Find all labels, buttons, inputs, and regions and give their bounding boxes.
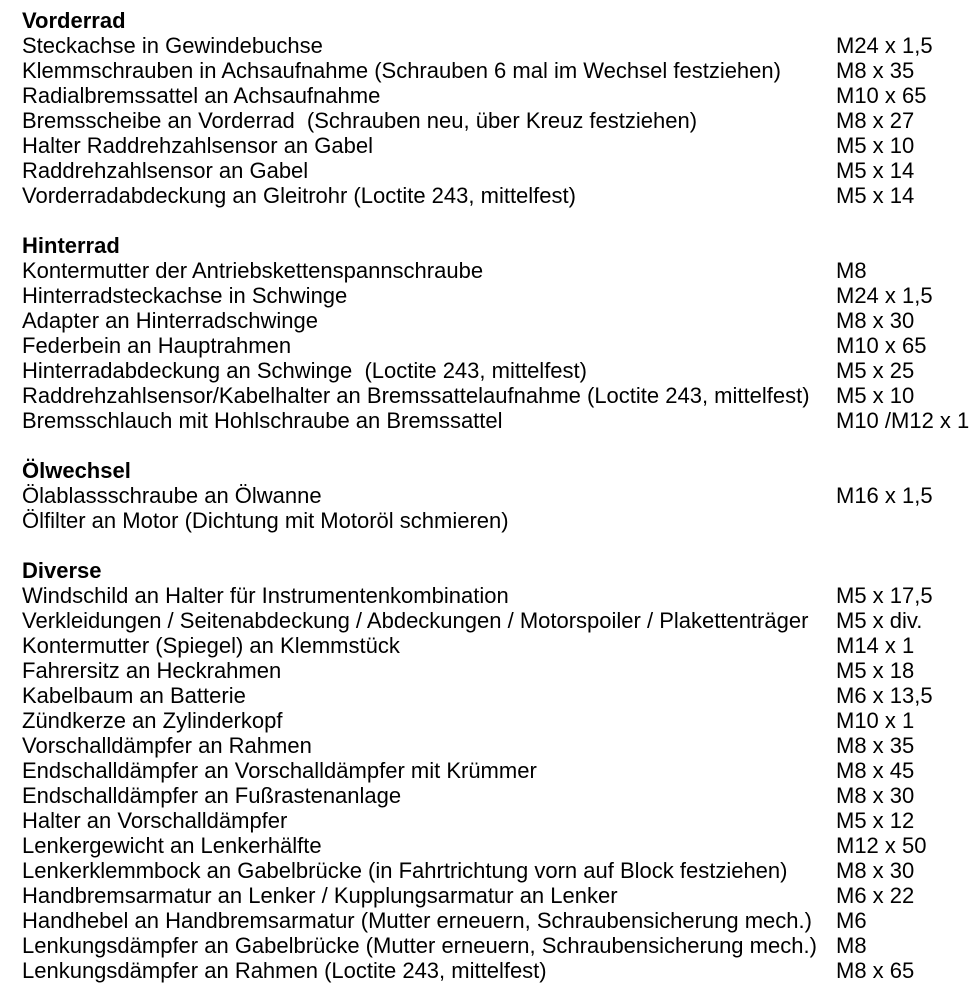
spec-row (22, 883, 975, 908)
spec-label: Ölfilter an Motor (Dichtung mit Motoröl schmieren) (22, 508, 509, 533)
spec-row (22, 708, 975, 733)
spec-value (836, 508, 975, 533)
spec-row (22, 733, 975, 758)
spec-row (22, 683, 975, 708)
spec-value: M5 x 12 (836, 808, 915, 833)
spec-value: M8 x 45 (836, 758, 915, 783)
section-rows (22, 258, 975, 433)
spec-row (22, 933, 975, 958)
spec-row (22, 483, 975, 508)
spec-label: Lenkungsdämpfer an Gabelbrücke (Mutter erneuern, Schraubensicherung mech.) (22, 933, 817, 958)
spec-row (22, 508, 975, 533)
spec-label: Vorschalldämpfer an Rahmen (22, 733, 312, 758)
spec-label: Radialbremssattel an Achsaufnahme (22, 83, 381, 108)
spec-value: M10 x 65 (836, 83, 927, 108)
spec-value: M8 x 27 (836, 108, 915, 133)
spec-value: M5 x div. (836, 608, 923, 633)
spec-label: Hinterradsteckachse in Schwinge (22, 283, 348, 308)
spec-label: Hinterradabdeckung an Schwinge (Loctite 243, mittelfest) (22, 358, 587, 383)
spec-value: M5 x 14 (836, 183, 915, 208)
spec-label: Bremsschlauch mit Hohlschraube an Bremssattel (22, 408, 503, 433)
spec-label: Endschalldämpfer an Fußrastenanlage (22, 783, 402, 808)
section-rows (22, 483, 975, 533)
spec-label: Raddrehzahlsensor/Kabelhalter an Bremssattelaufnahme (Loctite 243, mittelfest) (22, 383, 810, 408)
section-rows (22, 33, 975, 208)
spec-label: Kontermutter (Spiegel) an Klemmstück (22, 633, 400, 658)
spec-label: Steckachse in Gewindebuchse (22, 33, 323, 58)
spec-label: Vorderradabdeckung an Gleitrohr (Loctite 243, mittelfest) (22, 183, 576, 208)
spec-row (22, 58, 975, 83)
spec-value: M8 x 35 (836, 733, 915, 758)
spec-row (22, 408, 975, 433)
spec-row (22, 758, 975, 783)
spec-value: M8 (836, 258, 867, 283)
spec-row (22, 383, 975, 408)
spec-label: Ölablassschraube an Ölwanne (22, 483, 322, 508)
spec-label: Lenkerklemmbock an Gabelbrücke (in Fahrtrichtung vorn auf Block festziehen) (22, 858, 788, 883)
spec-label: Windschild an Halter für Instrumentenkombination (22, 583, 509, 608)
spec-value: M6 x 22 (836, 883, 915, 908)
spec-row (22, 133, 975, 158)
section-title: Ölwechsel (22, 458, 131, 483)
sections-root (22, 8, 975, 983)
spec-value: M5 x 18 (836, 658, 915, 683)
spec-value: M6 x 13,5 (836, 683, 933, 708)
spec-label: Halter Raddrehzahlsensor an Gabel (22, 133, 373, 158)
spec-row (22, 583, 975, 608)
spec-value: M10 x 65 (836, 333, 927, 358)
spec-value: M5 x 10 (836, 383, 915, 408)
spec-row (22, 308, 975, 333)
spec-value: M5 x 25 (836, 358, 915, 383)
spec-value: M5 x 17,5 (836, 583, 933, 608)
spec-value: M8 x 30 (836, 308, 915, 333)
spec-row (22, 108, 975, 133)
spec-value: M24 x 1,5 (836, 283, 933, 308)
spec-value: M6 (836, 908, 867, 933)
spec-value: M5 x 10 (836, 133, 915, 158)
spec-value: M8 x 65 (836, 958, 915, 983)
spec-row (22, 283, 975, 308)
spec-value: M24 x 1,5 (836, 33, 933, 58)
spec-row (22, 33, 975, 58)
spec-label: Kabelbaum an Batterie (22, 683, 246, 708)
spec-value: M10 /M12 x 1 (836, 408, 970, 433)
spec-label: Bremsscheibe an Vorderrad (Schrauben neu, über Kreuz festziehen) (22, 108, 698, 133)
spec-value: M8 x 30 (836, 783, 915, 808)
spec-label: Lenkungsdämpfer an Rahmen (Loctite 243, mittelfest) (22, 958, 547, 983)
spec-row (22, 158, 975, 183)
spec-row (22, 808, 975, 833)
section-title: Hinterrad (22, 233, 120, 258)
section-title: Diverse (22, 558, 102, 583)
spec-section--lwechsel (22, 458, 975, 533)
spec-value: M16 x 1,5 (836, 483, 933, 508)
spec-value: M12 x 50 (836, 833, 927, 858)
spec-row (22, 958, 975, 983)
spec-section-diverse (22, 558, 975, 983)
spec-section-hinterrad (22, 233, 975, 433)
spec-value: M10 x 1 (836, 708, 915, 733)
spec-label: Handbremsarmatur an Lenker / Kupplungsarmatur an Lenker (22, 883, 618, 908)
spec-label: Adapter an Hinterradschwinge (22, 308, 318, 333)
spec-row (22, 358, 975, 383)
spec-row (22, 633, 975, 658)
spec-section-vorderrad (22, 8, 975, 208)
spec-label: Handhebel an Handbremsarmatur (Mutter erneuern, Schraubensicherung mech.) (22, 908, 812, 933)
spec-label: Fahrersitz an Heckrahmen (22, 658, 282, 683)
spec-label: Lenkergewicht an Lenkerhälfte (22, 833, 322, 858)
section-title: Vorderrad (22, 8, 126, 33)
spec-row (22, 783, 975, 808)
spec-label: Kontermutter der Antriebskettenspannschraube (22, 258, 484, 283)
spec-label: Halter an Vorschalldämpfer (22, 808, 288, 833)
spec-value: M14 x 1 (836, 633, 915, 658)
spec-label: Verkleidungen / Seitenabdeckung / Abdeckungen / Motorspoiler / Plakettenträger (22, 608, 809, 633)
spec-label: Klemmschrauben in Achsaufnahme (Schrauben 6 mal im Wechsel festziehen) (22, 58, 781, 83)
spec-row (22, 183, 975, 208)
spec-row (22, 908, 975, 933)
spec-label: Endschalldämpfer an Vorschalldämpfer mit Krümmer (22, 758, 537, 783)
spec-value: M8 x 35 (836, 58, 915, 83)
spec-row (22, 833, 975, 858)
spec-label: Zündkerze an Zylinderkopf (22, 708, 283, 733)
spec-row (22, 608, 975, 633)
spec-label: Federbein an Hauptrahmen (22, 333, 292, 358)
spec-value: M8 x 30 (836, 858, 915, 883)
spec-row (22, 333, 975, 358)
spec-row (22, 658, 975, 683)
section-rows (22, 583, 975, 983)
spec-value: M8 (836, 933, 867, 958)
spec-row (22, 258, 975, 283)
spec-value: M5 x 14 (836, 158, 915, 183)
spec-row (22, 858, 975, 883)
spec-row (22, 83, 975, 108)
spec-label: Raddrehzahlsensor an Gabel (22, 158, 309, 183)
